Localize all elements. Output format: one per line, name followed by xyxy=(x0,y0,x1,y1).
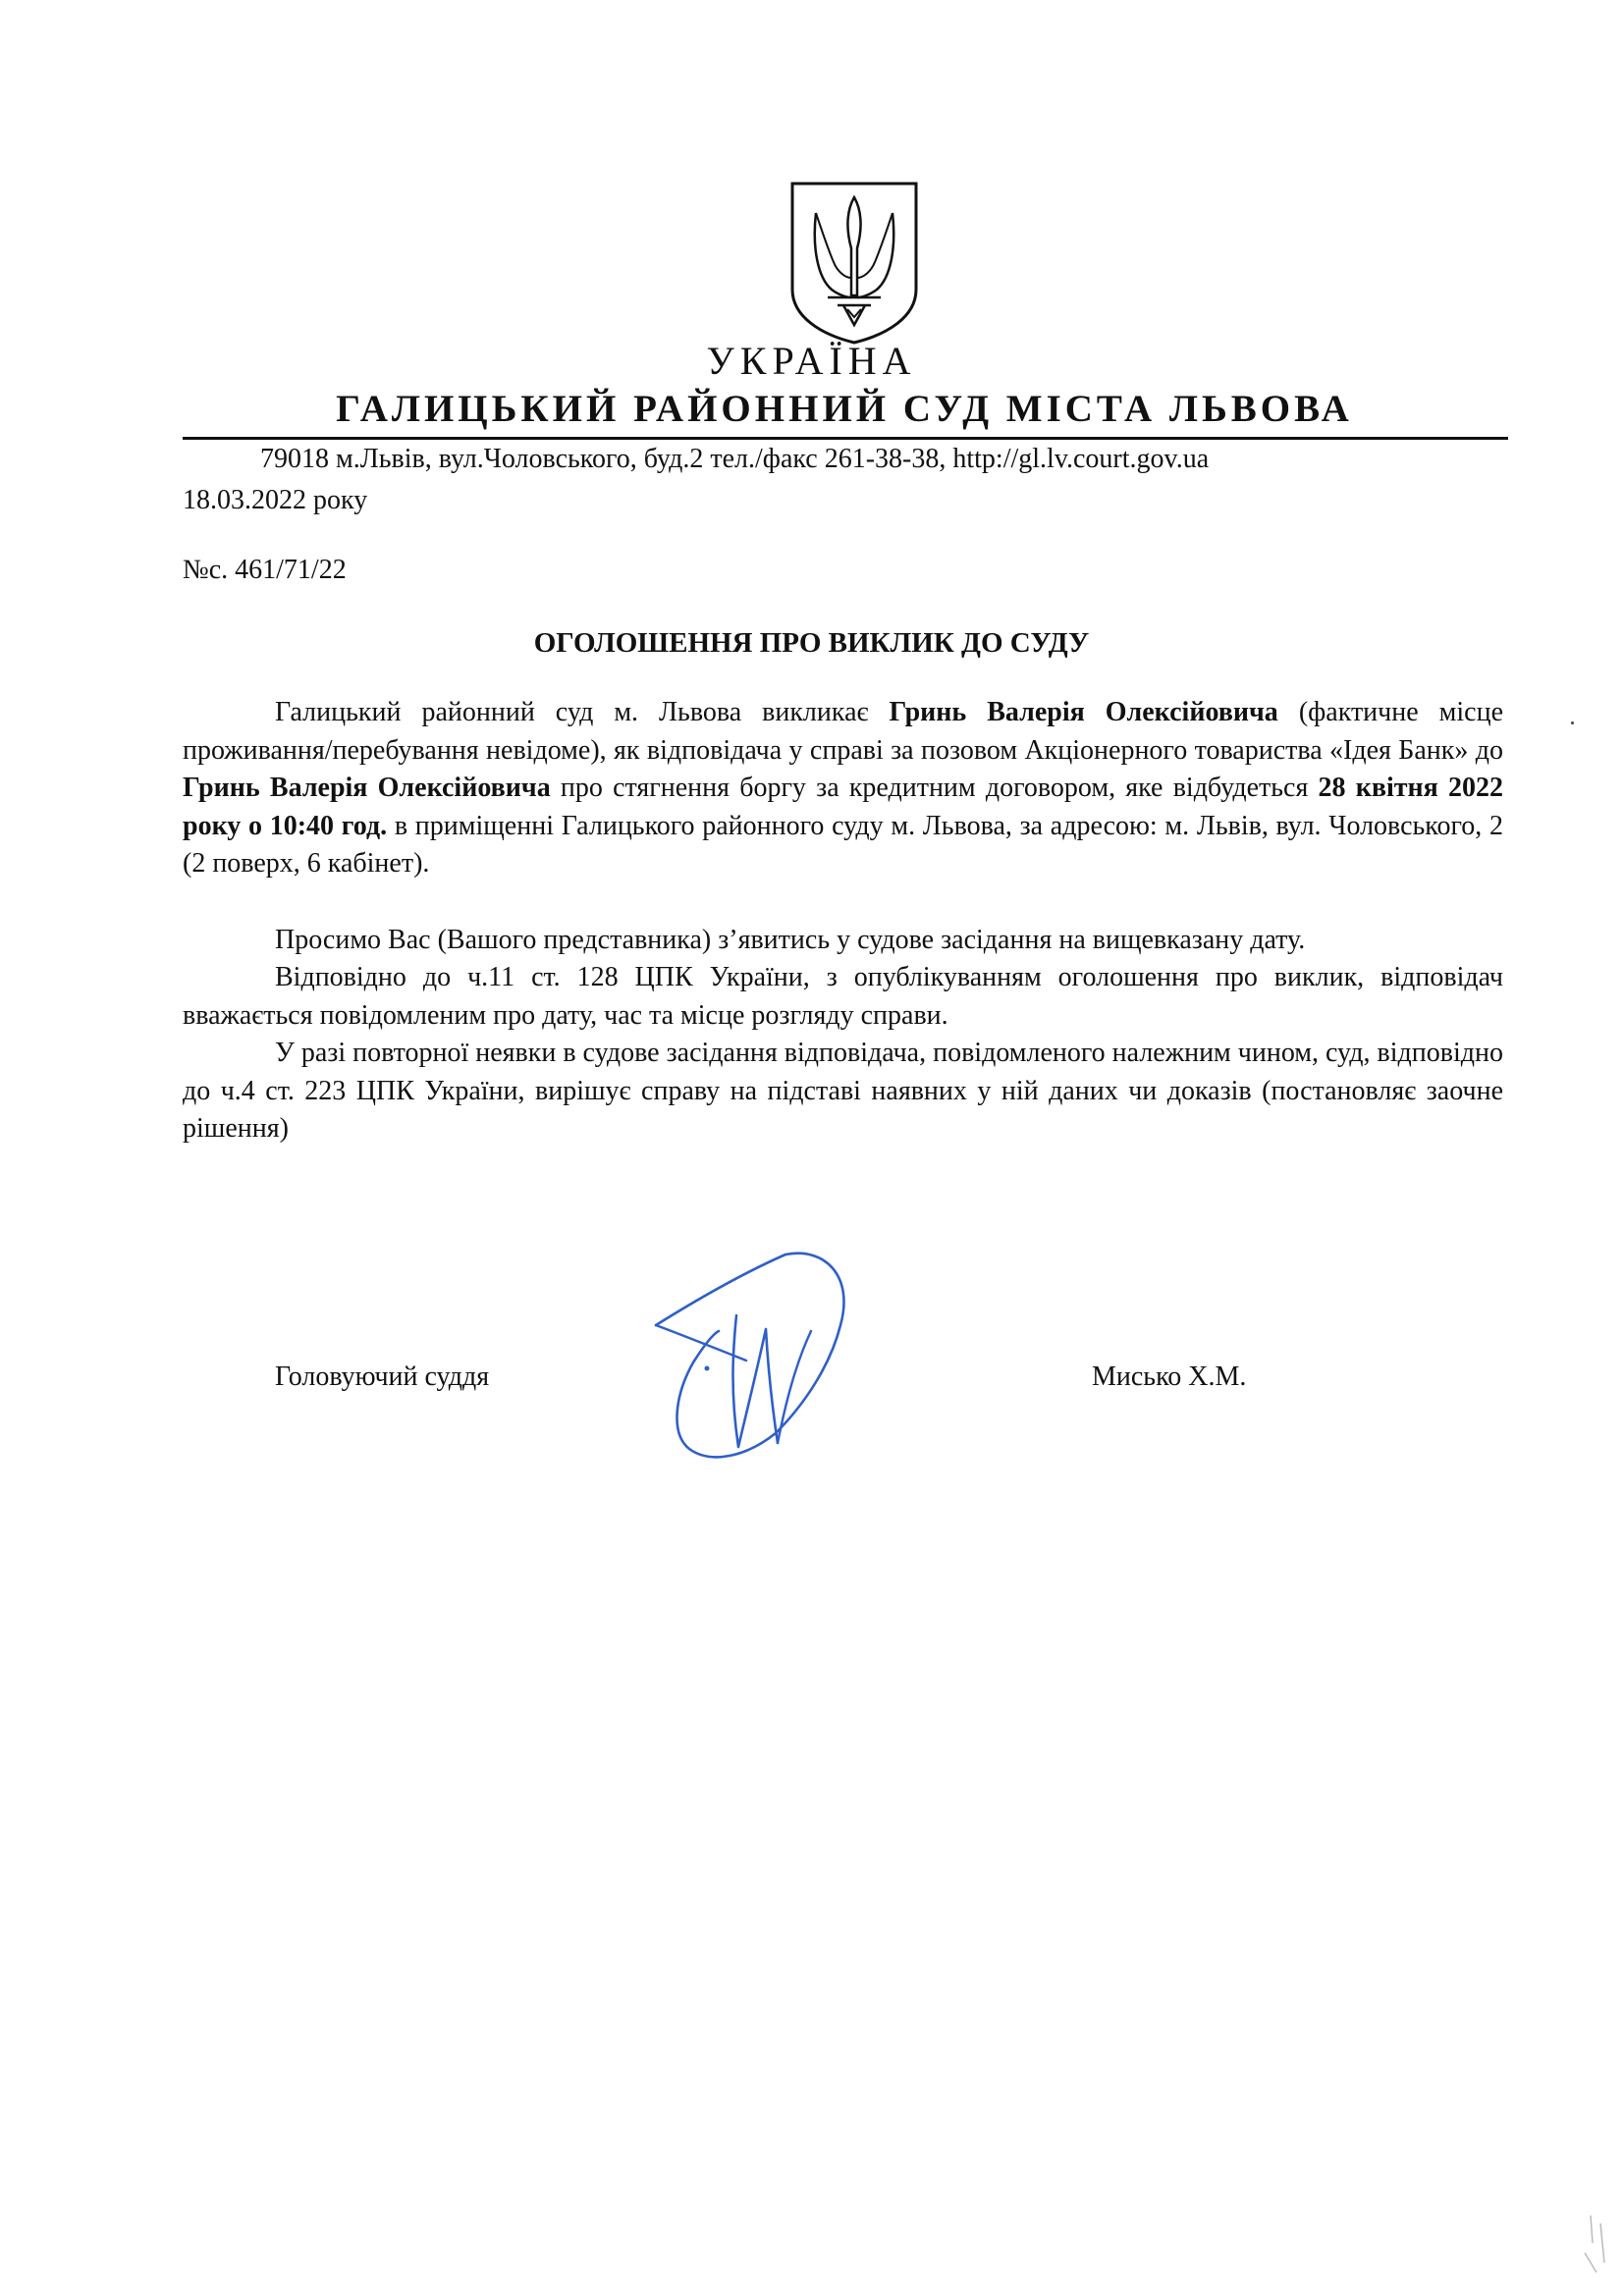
paragraph-text: про стягнення боргу за кредитним договором, яке відбудеться xyxy=(550,773,1319,803)
hearing-datetime: 28 квітня 2022 року о 10:40 год. xyxy=(183,773,1504,841)
judge-role: Головуючий суддя xyxy=(275,1362,490,1392)
handwritten-signature xyxy=(648,1247,864,1472)
paragraph-default-consequence: У разі повторної неявки в судове засідання відповідача, повідомленого належним чином, суд, відповідно до ч.4 ст. 223 ЦПК України, вирішує справу на підставі наявних у ній даних чи доказів (постановляє заочне рішення) xyxy=(183,1038,1504,1144)
document-body xyxy=(183,694,1503,1148)
paragraph-legal-basis: Відповідно до ч.11 ст. 128 ЦПК України, з опублікуванням оголошення про виклик, відповідач вважається повідомленим про дату, час та місце розгляду справи. xyxy=(183,962,1503,1031)
paragraph-summons xyxy=(183,694,1503,883)
defendant-name: Гринь Валерія Олексійовича xyxy=(183,773,551,803)
court-address: 79018 м.Львів, вул.Чоловського, буд.2 тел./факс 261-38-38, http://gl.lv.court.gov.ua xyxy=(260,444,1210,474)
case-number: №с. 461/71/22 xyxy=(183,555,347,585)
paragraph-text: в приміщенні Галицького районного суду м. Львова, за адресою: м. Львів, вул. Чоловського, 2 (2 поверх, 6 кабінет). xyxy=(183,810,1503,879)
document-date: 18.03.2022 року xyxy=(183,485,368,515)
coat-of-arms-icon xyxy=(788,180,920,347)
judge-name: Мисько Х.М. xyxy=(1092,1362,1247,1392)
paragraph-gap xyxy=(183,883,1503,922)
scan-edge-mark xyxy=(1571,2214,1610,2282)
court-name: ГАЛИЦЬКИЙ РАЙОННИЙ СУД МІСТА ЛЬВОВА xyxy=(336,388,1353,430)
scan-speck xyxy=(1571,721,1574,724)
paragraph-text: Галицький районний суд м. Львова викликає xyxy=(275,697,890,727)
defendant-name: Гринь Валерія Олексійовича xyxy=(889,697,1278,727)
paragraph-request: Просимо Вас (Вашого представника) з’явитись у судове засідання на вищевказану дату. xyxy=(275,924,1306,955)
country-name: УКРАЇНА xyxy=(706,339,917,383)
document-title: ОГОЛОШЕННЯ ПРО ВИКЛИК ДО СУДУ xyxy=(533,627,1090,659)
paragraph-text: (фактичне місце проживання/перебування невідоме), як відповідача у справі за позовом Акціонерного товариства «Ідея Банк» до xyxy=(183,697,1503,766)
